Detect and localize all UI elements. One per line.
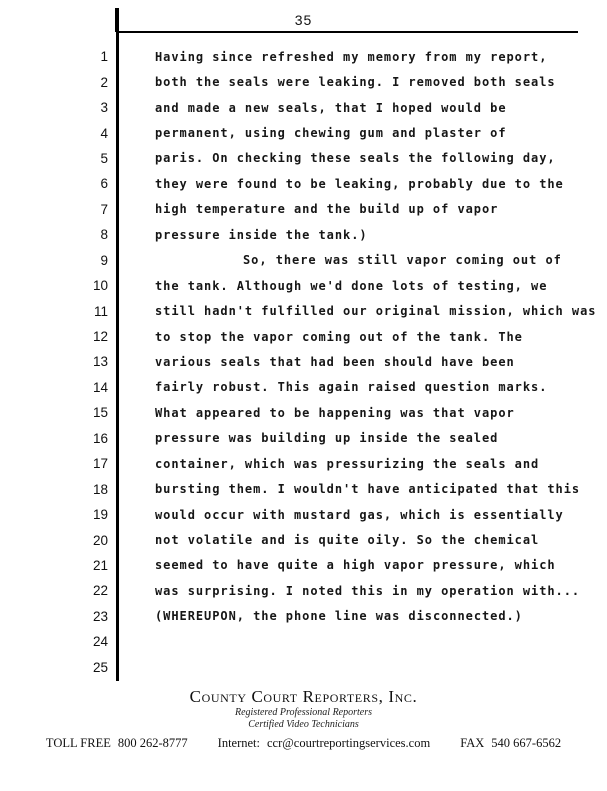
line-text: to stop the vapor coming out of the tank. The <box>155 329 523 344</box>
line-text: various seals that had been should have been <box>155 354 515 369</box>
line-number: 1 <box>100 49 108 65</box>
transcript-line <box>0 298 597 323</box>
line-text: the tank. Although we'd done lots of testing, we <box>155 278 548 293</box>
transcript-line <box>0 451 587 476</box>
line-number: 17 <box>92 456 108 472</box>
line-number: 8 <box>100 227 108 243</box>
line-number: 13 <box>92 354 108 370</box>
line-text: paris. On checking these seals the following day, <box>155 151 556 166</box>
internet-label: Internet: <box>217 736 260 750</box>
line-number: 11 <box>93 303 108 319</box>
contact-line <box>0 736 607 751</box>
toll-free-contact <box>46 736 188 751</box>
transcript-line <box>0 400 587 425</box>
transcript-line <box>0 95 587 120</box>
line-text: container, which was pressurizing the seals and <box>155 456 540 471</box>
transcript-line <box>0 502 587 527</box>
line-text: not volatile and is quite oily. So the chemical <box>155 533 540 548</box>
line-text: they were found to be leaking, probably due to the <box>155 176 564 191</box>
transcript-line <box>0 44 587 69</box>
transcript-line <box>0 171 587 196</box>
top-border-rule <box>116 31 578 33</box>
transcript-body <box>0 44 597 680</box>
line-text: bursting them. I wouldn't have anticipated that this <box>155 482 581 497</box>
line-number: 14 <box>92 379 108 395</box>
line-number: 21 <box>92 557 108 573</box>
transcript-line <box>0 146 587 171</box>
transcript-line <box>0 273 587 298</box>
line-text: both the seals were leaking. I removed both seals <box>155 75 556 90</box>
transcript-line <box>0 248 587 273</box>
line-number: 20 <box>92 532 108 548</box>
company-tagline-1: Registered Professional Reporters <box>234 707 373 718</box>
line-number: 6 <box>100 176 108 192</box>
page-number: 35 <box>294 12 313 28</box>
line-number: 18 <box>92 481 108 497</box>
toll-free-label: TOLL FREE <box>45 736 111 750</box>
line-text: fairly robust. This again raised question marks. <box>155 380 548 395</box>
internet-contact <box>218 736 431 751</box>
line-number: 19 <box>92 507 108 523</box>
line-number: 15 <box>92 405 108 421</box>
line-number: 22 <box>92 583 108 599</box>
transcript-line <box>0 527 587 552</box>
transcript-line <box>0 69 587 94</box>
line-number: 9 <box>100 252 108 268</box>
line-text: and made a new seals, that I hoped would be <box>155 100 507 115</box>
scan-artifact-tick <box>115 8 119 32</box>
transcript-line <box>0 426 587 451</box>
line-number: 16 <box>92 430 108 446</box>
fax-label: FAX <box>460 736 485 750</box>
line-text: pressure inside the tank.) <box>155 227 368 242</box>
line-text: Having since refreshed my memory from my report, <box>155 49 548 64</box>
fax-number: 540 667-6562 <box>491 736 562 750</box>
fax-contact <box>460 736 561 751</box>
transcript-line <box>0 349 587 374</box>
footer <box>0 687 607 731</box>
transcript-line <box>0 120 587 145</box>
line-number: 10 <box>92 278 108 294</box>
company-tagline-2: Certified Video Technicians <box>248 719 359 730</box>
line-number: 23 <box>92 608 108 624</box>
line-text: still hadn't fulfilled our original mission, which was <box>155 304 597 319</box>
line-text: was surprising. I noted this in my operation with... <box>155 583 581 598</box>
internet-email: ccr@courtreportingservices.com <box>267 736 431 750</box>
line-text: (WHEREUPON, the phone line was disconnected.) <box>155 609 523 624</box>
transcript-line <box>0 604 587 629</box>
company-name: County Court Reporters, Inc. <box>189 687 418 706</box>
transcript-line <box>0 197 587 222</box>
line-number: 7 <box>100 201 108 217</box>
line-number: 4 <box>100 125 108 141</box>
line-text: pressure was building up inside the sealed <box>155 431 499 446</box>
line-text: permanent, using chewing gum and plaster of <box>155 126 507 141</box>
line-number: 24 <box>92 634 108 650</box>
line-text: So, there was still vapor coming out of <box>243 253 562 268</box>
transcript-line <box>0 629 587 654</box>
transcript-line <box>0 578 587 603</box>
line-number: 25 <box>92 659 108 675</box>
transcript-line <box>0 375 587 400</box>
transcript-line <box>0 324 587 349</box>
transcript-line <box>0 476 587 501</box>
line-number: 2 <box>100 74 108 90</box>
line-text: What appeared to be happening was that vapor <box>155 405 515 420</box>
line-number: 12 <box>92 329 108 345</box>
line-text: would occur with mustard gas, which is essentially <box>155 507 564 522</box>
transcript-line <box>0 222 587 247</box>
transcript-line <box>0 655 587 680</box>
line-number: 3 <box>100 100 108 116</box>
toll-free-number: 800 262-8777 <box>117 736 188 750</box>
transcript-line <box>0 553 587 578</box>
line-number: 5 <box>100 150 108 166</box>
line-text: seemed to have quite a high vapor pressure, which <box>155 558 556 573</box>
line-text: high temperature and the build up of vapor <box>155 202 499 217</box>
